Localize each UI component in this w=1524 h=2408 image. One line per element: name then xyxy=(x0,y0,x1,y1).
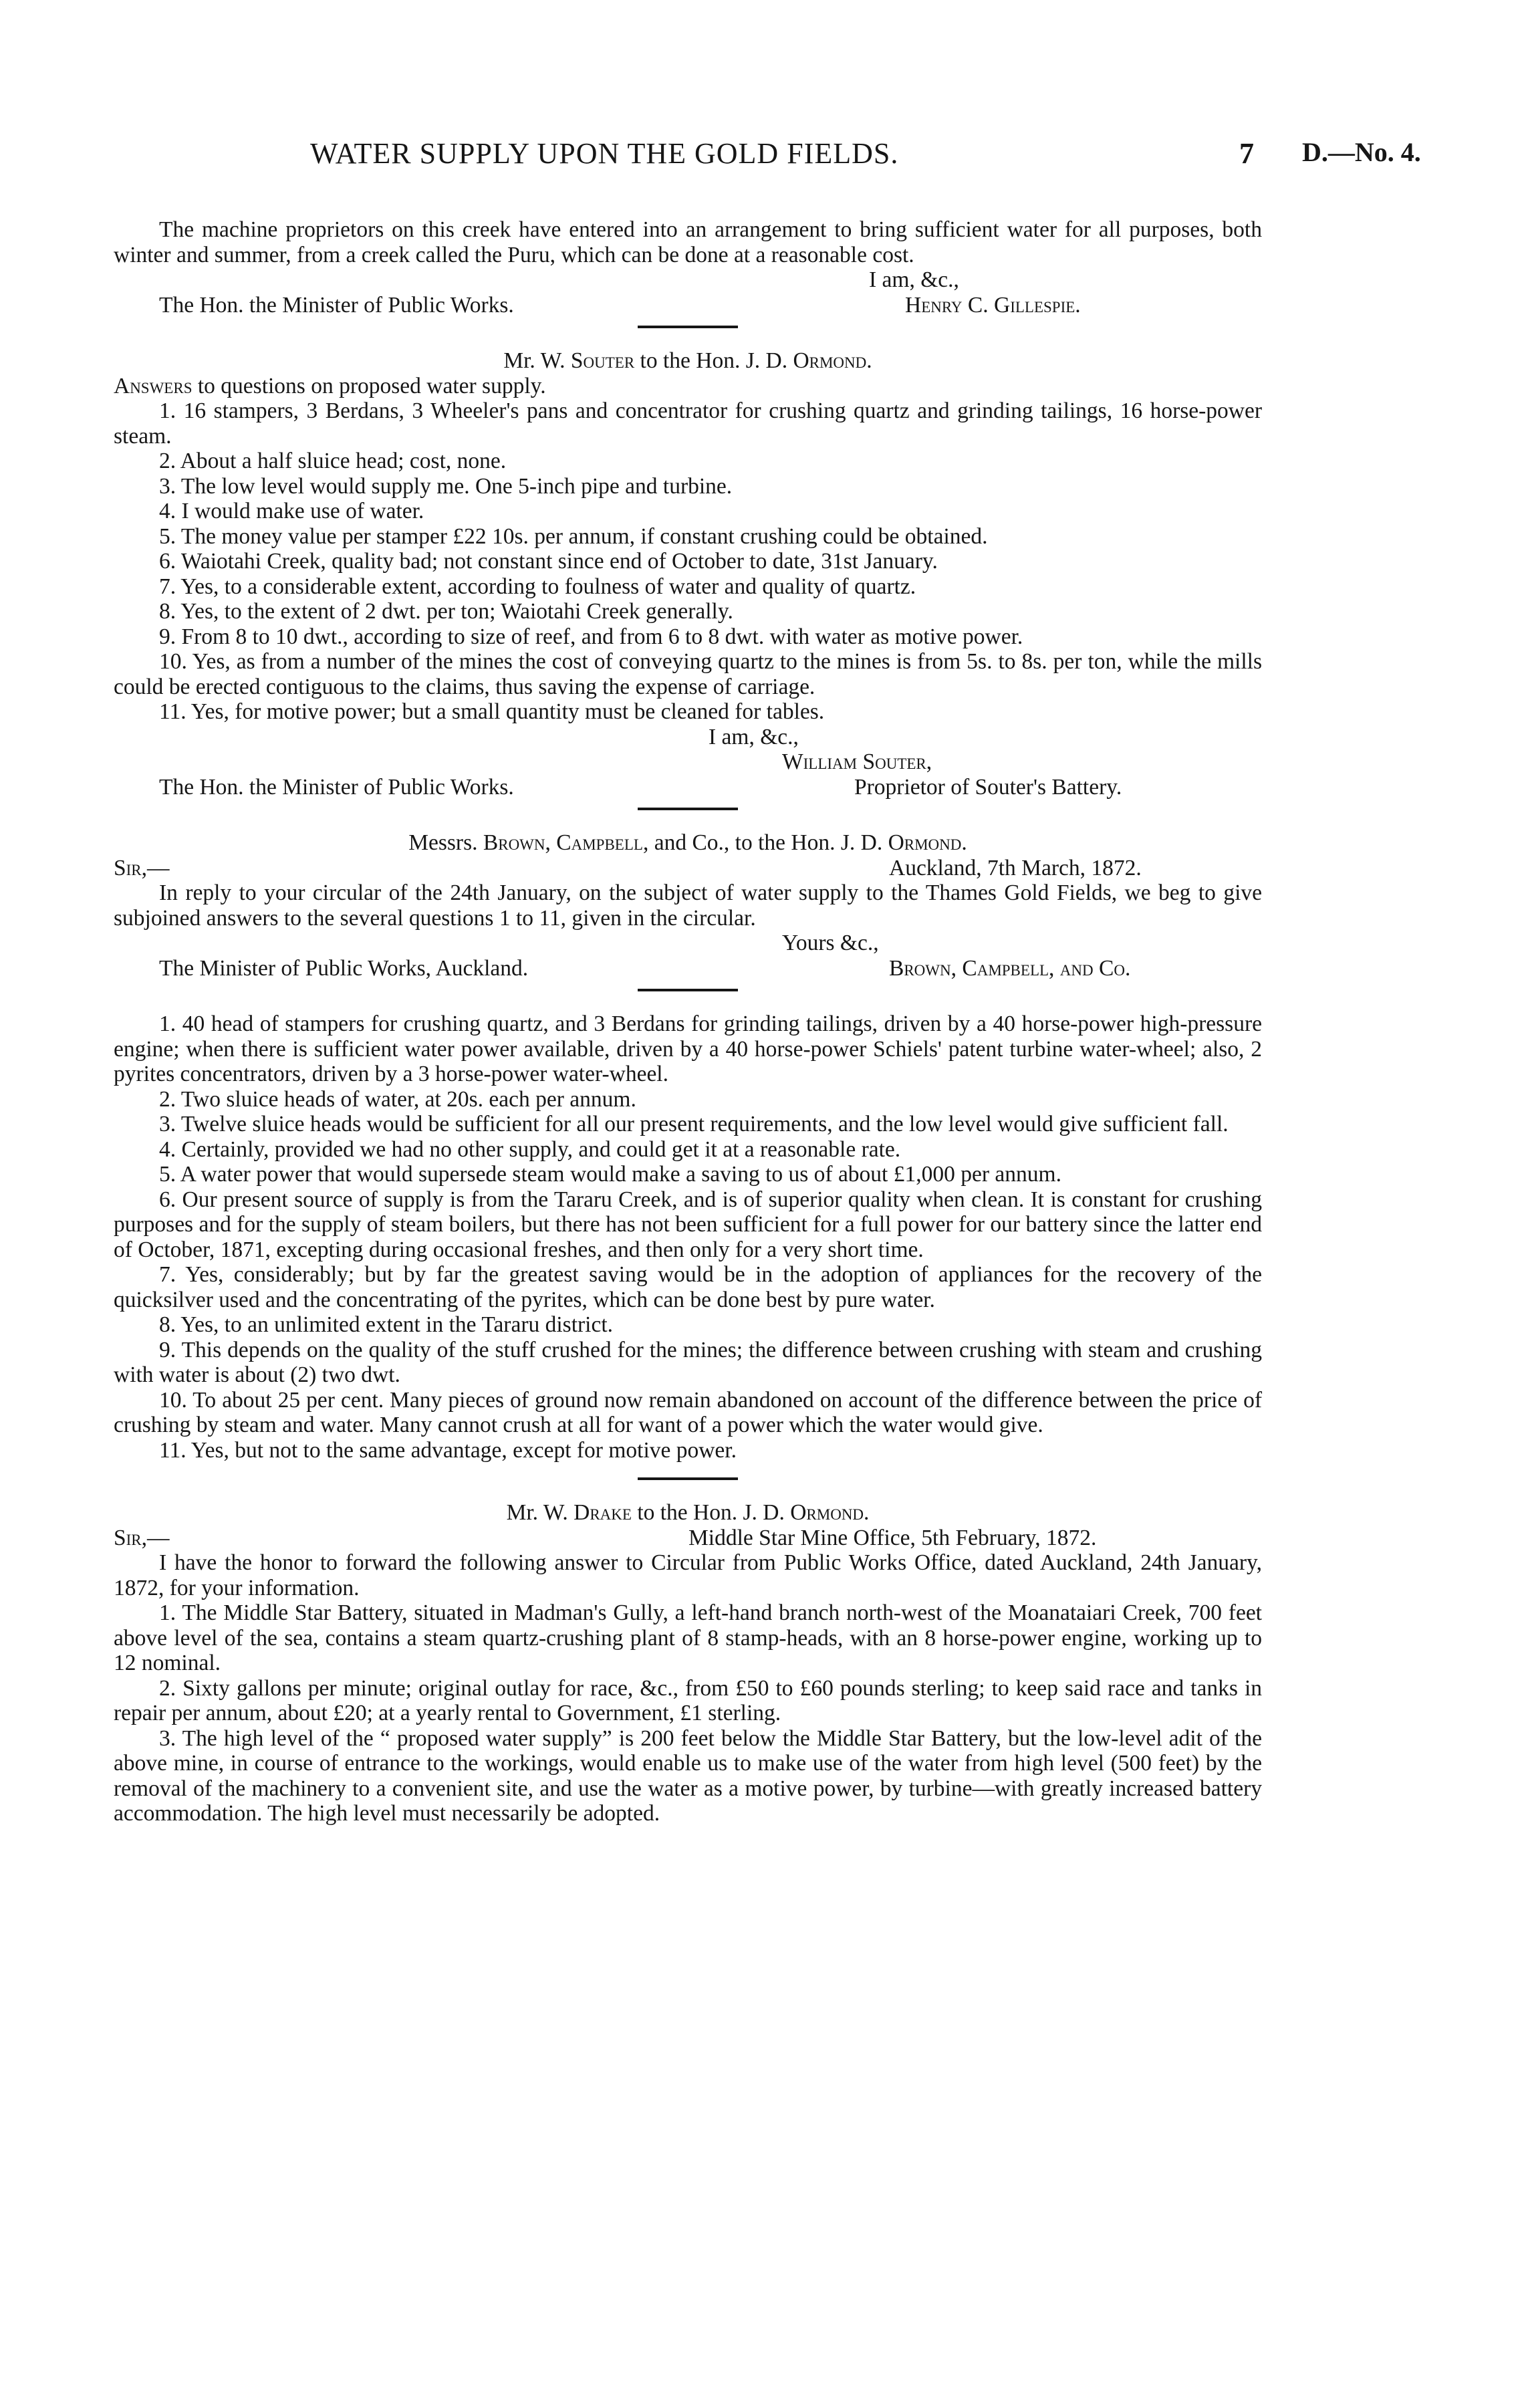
answer-item: 11. Yes, but not to the same advantage, except for motive power. xyxy=(159,1437,737,1463)
souter-closing-row xyxy=(114,725,1262,750)
answer-item: 2. About a half sluice head; cost, none. xyxy=(159,449,507,473)
addressee: The Hon. the Minister of Public Works. xyxy=(159,774,514,800)
addressee: The Minister of Public Works, Auckland. xyxy=(159,955,529,981)
answer-item: 5. A water power that would supersede steam would make a saving to us of about £1,000 per annum. xyxy=(159,1162,1061,1187)
answer-item: 5. The money value per stamper £22 10s. per annum, if constant crushing could be obtained. xyxy=(159,523,988,549)
page-body xyxy=(114,217,1262,1826)
addressee: The Hon. the Minister of Public Works. xyxy=(159,292,514,318)
answer-item: 8. Yes, to the extent of 2 dwt. per ton; Waiotahi Creek generally. xyxy=(159,599,733,624)
drake-paragraph: I have the honor to forward the following answer to Circular from Public Works Office, dated Auckland, 24th January, 1872, for your information. xyxy=(114,1550,1262,1600)
gillespie-letter-end xyxy=(114,217,1262,328)
answer-item: 6. Our present source of supply is from the Tararu Creek, and is of superior quality when clean. It is constant for crushing purposes and for the supply of steam boilers, but there has not been sufficient for a full power for our battery since the latter end of October, 1871, excepting during occasional freshes, and then only for a very short time. xyxy=(114,1187,1262,1262)
salutation: Sir,— xyxy=(114,855,170,880)
brown-campbell-section xyxy=(114,830,1262,1480)
answer-item: 1. The Middle Star Battery, situated in Madman's Gully, a left-hand branch north-west of the Moanataiari Creek, 700 feet above level of the sea, contains a steam quartz-crushing plant of 8 stamp-heads, with an 8 horse-power engine, working up to 12 nominal. xyxy=(114,1600,1262,1675)
place-date: Middle Star Mine Office, 5th February, 1872. xyxy=(688,1525,1097,1550)
answer-item: 9. From 8 to 10 dwt., according to size of reef, and from 6 to 8 dwt. with water as motive power. xyxy=(159,624,1023,649)
document-reference: D.—No. 4. xyxy=(1302,137,1421,167)
signatory-title: Proprietor of Souter's Battery. xyxy=(854,774,1122,800)
answer-item: 1. 16 stampers, 3 Berdans, 3 Wheeler's pans and concentrator for crushing quartz and grinding tailings, 16 horse-power steam. xyxy=(114,398,1262,449)
section-heading: Messrs. Brown, Campbell, and Co., to the Hon. J. D. Ormond. xyxy=(408,830,967,855)
answer-item: 10. To about 25 per cent. Many pieces of ground now remain abandoned on account of the difference between the price of crushing by steam and water. Many cannot crush at all for want of a power which the water would give. xyxy=(114,1387,1262,1437)
gillespie-closing-row xyxy=(114,267,1262,293)
place-date: Auckland, 7th March, 1872. xyxy=(889,855,1142,880)
answer-item: 4. I would make use of water. xyxy=(159,499,424,523)
answer-item: 8. Yes, to an unlimited extent in the Tararu district. xyxy=(159,1312,614,1337)
section-heading: Mr. W. Drake to the Hon. J. D. Ormond. xyxy=(506,1500,870,1525)
brown-signature-row xyxy=(114,956,1262,981)
brown-closing-row xyxy=(114,931,1262,956)
section-divider xyxy=(638,1477,738,1480)
closing-phrase: I am, &c., xyxy=(869,267,959,292)
drake-section xyxy=(114,1500,1262,1826)
signature: William Souter, xyxy=(782,749,932,774)
answer-item: 4. Certainly, provided we had no other supply, and could get it at a reasonable rate. xyxy=(159,1136,901,1162)
section-divider xyxy=(638,326,738,328)
closing-phrase: I am, &c., xyxy=(709,724,799,749)
gillespie-paragraph: The machine proprietors on this creek have entered into an arrangement to bring sufficient water for all purposes, both winter and summer, from a creek called the Puru, which can be done at a reasonable cost. xyxy=(114,217,1262,267)
answer-item: 3. The high level of the “ proposed water supply” is 200 feet below the Middle Star Battery, but the low-level adit of the above mine, in course of entrance to the workings, would enable us to make use of the water from high level (500 feet) by the removal of the machinery to a convenient site, and use the water as a motive power, by turbine—with greatly increased battery accommodation. The high level must necessarily be adopted. xyxy=(114,1725,1262,1826)
signature: Henry C. Gillespie. xyxy=(905,292,1081,318)
answer-item: 11. Yes, for motive power; but a small quantity must be cleaned for tables. xyxy=(159,699,825,724)
section-divider xyxy=(638,989,738,991)
brown-salutation-row xyxy=(114,856,1262,881)
answer-item: 1. 40 head of stampers for crushing quartz, and 3 Berdans for grinding tailings, driven by a 40 horse-power high-pressure engine; when there is sufficient water power available, driven by a 40 horse-power Schiels' patent turbine water-wheel; also, 2 pyrites concentrators, driven by a 3 horse-power water-wheel. xyxy=(114,1011,1262,1086)
section-divider xyxy=(638,808,738,810)
drake-salutation-row xyxy=(114,1526,1262,1551)
answer-item: 10. Yes, as from a number of the mines the cost of conveying quartz to the mines is from 5s. to 8s. per ton, while the mills could be erected contiguous to the claims, thus saving the expense of carriage. xyxy=(114,649,1262,699)
souter-addressee-row xyxy=(114,775,1262,800)
answer-item: 3. The low level would supply me. One 5-inch pipe and turbine. xyxy=(159,473,733,499)
answer-item: 2. Sixty gallons per minute; original outlay for race, &c., from £50 to £60 pounds sterling; to keep said race and tanks in repair per annum, about £20; at a yearly rental to Government, £1 sterling. xyxy=(114,1675,1262,1725)
answer-item: 7. Yes, considerably; but by far the greatest saving would be in the adoption of appliances for the recovery of the quicksilver used and the concentrating of the pyrites, which can be done best by pure water. xyxy=(114,1262,1262,1312)
answer-item: 6. Waiotahi Creek, quality bad; not constant since end of October to date, 31st January. xyxy=(159,549,938,574)
answer-item: 7. Yes, to a considerable extent, according to foulness of water and quality of quartz. xyxy=(159,574,916,599)
souter-section xyxy=(114,348,1262,810)
page-number: 7 xyxy=(1239,137,1254,170)
answer-item: 2. Two sluice heads of water, at 20s. each per annum. xyxy=(159,1086,636,1112)
answers-intro: Answers to questions on proposed water supply. xyxy=(114,373,546,398)
salutation: Sir,— xyxy=(114,1525,170,1550)
section-heading: Mr. W. Souter to the Hon. J. D. Ormond. xyxy=(503,348,872,373)
running-title: WATER SUPPLY UPON THE GOLD FIELDS. xyxy=(310,137,899,170)
signature: Brown, Campbell, and Co. xyxy=(889,955,1131,981)
closing-phrase: Yours &c., xyxy=(782,931,879,955)
running-header xyxy=(0,136,1524,176)
souter-signature-row xyxy=(114,749,1262,775)
answer-item: 9. This depends on the quality of the stuff crushed for the mines; the difference between crushing with steam and crushing with water is about (2) two dwt. xyxy=(114,1337,1262,1387)
brown-paragraph: In reply to your circular of the 24th January, on the subject of water supply to the Thames Gold Fields, we beg to give subjoined answers to the several questions 1 to 11, given in the circular. xyxy=(114,880,1262,931)
gillespie-signature-row xyxy=(114,293,1262,318)
answer-item: 3. Twelve sluice heads would be sufficient for all our present requirements, and the low level would give sufficient fall. xyxy=(159,1112,1229,1136)
